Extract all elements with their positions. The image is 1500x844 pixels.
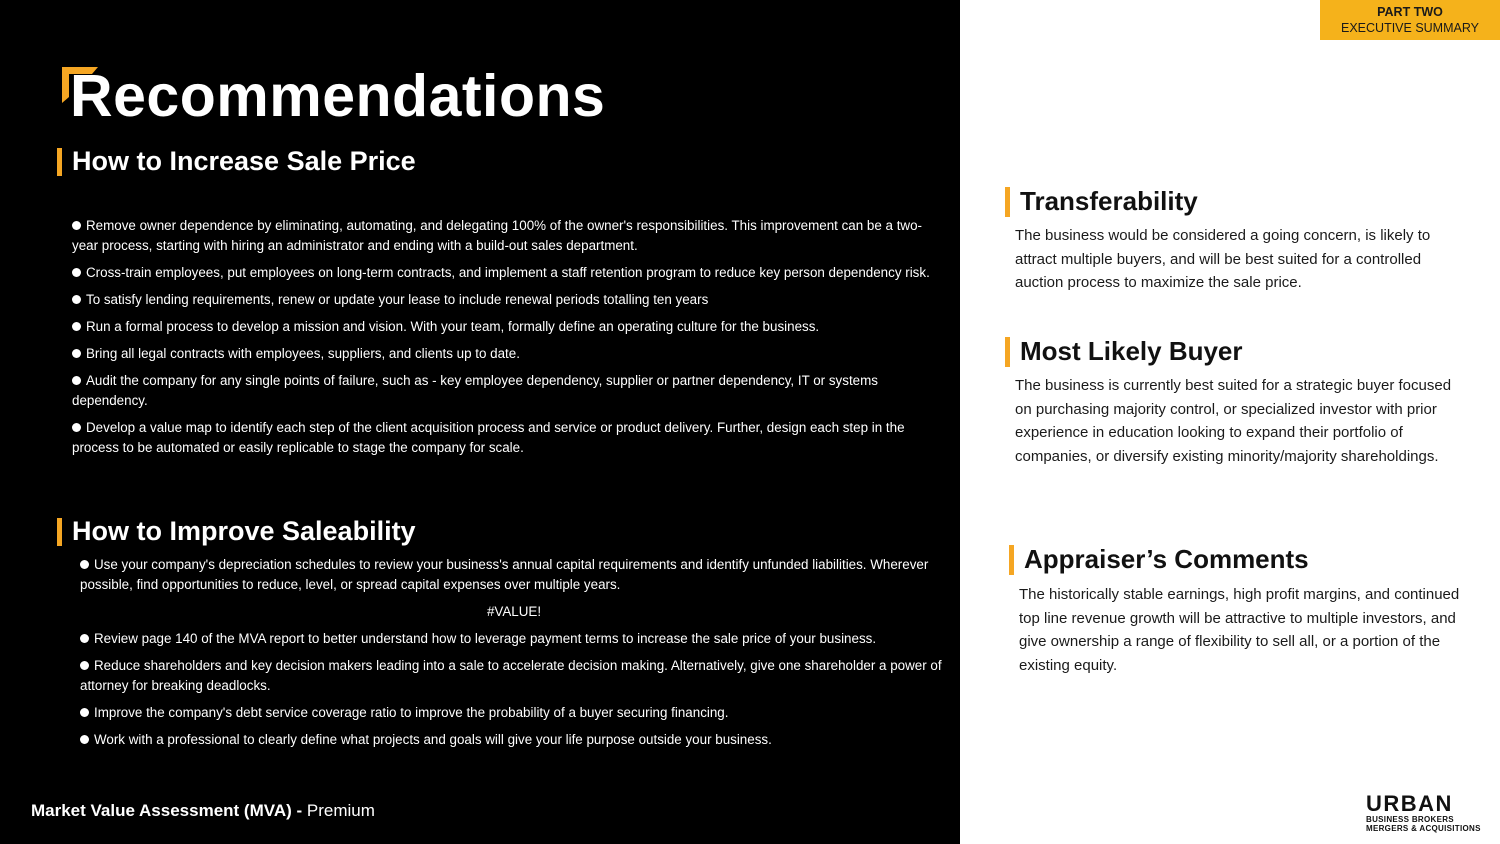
list-item: Audit the company for any single points of failure, such as - key employee dependency, supplier or partner dependency, IT or systems dependency.: [72, 373, 878, 408]
increase-sale-price-list: [72, 216, 940, 465]
bullet-icon: [80, 735, 89, 744]
increase-sale-price-title: How to Increase Sale Price: [72, 146, 416, 176]
most-likely-buyer-title: Most Likely Buyer: [1020, 336, 1243, 366]
increase-sale-price-heading: [57, 146, 416, 177]
most-likely-buyer-text: The business is currently best suited for a strategic buyer focused on purchasing majority control, or specialized investor with prior experience in education looking to expand their portfolio of companies, or diversify existing minority/majority shareholdings.: [1015, 377, 1452, 465]
bullet-icon: [72, 322, 81, 331]
transferability-title: Transferability: [1020, 186, 1198, 216]
bullet-icon: [80, 560, 89, 569]
section-badge: [1320, 0, 1500, 40]
improve-saleability-list: [80, 555, 948, 757]
list-item: Reduce shareholders and key decision makers leading into a sale to accelerate decision making. Alternatively, give one shareholder a power of attorney for breaking deadlocks.: [80, 658, 942, 693]
bullet-icon: [72, 221, 81, 230]
bullet-icon: [72, 268, 81, 277]
list-item: Bring all legal contracts with employees, suppliers, and clients up to date.: [72, 344, 940, 364]
improve-saleability-title: How to Improve Saleability: [72, 516, 416, 546]
improve-saleability-heading: [57, 516, 416, 547]
logo-line-2: MERGERS & ACQUISITIONS: [1366, 824, 1481, 833]
bullet-icon: [72, 295, 81, 304]
badge-part: PART TWO: [1377, 5, 1443, 19]
list-item: Remove owner dependence by eliminating, automating, and delegating 100% of the owner's responsibilities. This improvement can be a two-year process, starting with hiring an administrator and ending with a build-out sales department.: [72, 218, 922, 253]
heading-accent-bar: [57, 518, 62, 546]
bullet-icon: [80, 708, 89, 717]
bullet-icon: [72, 376, 81, 385]
logo-wordmark: URBAN: [1366, 791, 1453, 816]
badge-section: EXECUTIVE SUMMARY: [1341, 21, 1479, 35]
list-item: Improve the company's debt service coverage ratio to improve the probability of a buyer securing financing.: [80, 703, 948, 723]
heading-accent-bar: [1005, 187, 1010, 217]
heading-accent-bar: [1005, 337, 1010, 367]
footer-label: Market Value Assessment (MVA) - Premium: [31, 801, 375, 820]
error-value-item: #VALUE!: [486, 604, 542, 619]
appraiser-comments-text: The historically stable earnings, high profit margins, and continued top line revenue growth will be attractive to multiple investors, and give ownership a range of flexibility to sell all, or a portion of the existing equity.: [1019, 586, 1460, 674]
page-title: Recommendations: [70, 63, 606, 129]
heading-accent-bar: [1009, 545, 1014, 575]
urban-logo: [1366, 791, 1481, 833]
most-likely-buyer-heading: [1005, 336, 1243, 367]
list-item: Work with a professional to clearly define what projects and goals will give your life purpose outside your business.: [80, 730, 948, 750]
transferability-heading: [1005, 186, 1198, 217]
appraiser-comments-title: Appraiser’s Comments: [1024, 544, 1309, 574]
list-item: Use your company's depreciation schedules to review your business's annual capital requirements and identify unfunded liabilities. Wherever possible, find opportunities to reduce, level, or spread capital expenses over multiple years.: [80, 557, 929, 592]
list-item: To satisfy lending requirements, renew or update your lease to include renewal periods totalling ten years: [72, 290, 940, 310]
list-item: Cross-train employees, put employees on long-term contracts, and implement a staff retention program to reduce key person dependency risk.: [72, 263, 940, 283]
bullet-icon: [72, 349, 81, 358]
list-item: Develop a value map to identify each step of the client acquisition process and service or product delivery. Further, design each step in the process to be automated or easily replicable to stage the company for scale.: [72, 420, 905, 455]
bullet-icon: [80, 634, 89, 643]
bullet-icon: [80, 661, 89, 670]
appraiser-comments-heading: [1009, 544, 1309, 575]
transferability-text: The business would be considered a going concern, is likely to attract multiple buyers, and will be best suited for a controlled auction process to maximize the sale price.: [1015, 227, 1431, 291]
logo-line-1: BUSINESS BROKERS: [1366, 815, 1454, 824]
list-item: Review page 140 of the MVA report to better understand how to leverage payment terms to increase the sale price of your business.: [80, 629, 948, 649]
heading-accent-bar: [57, 148, 62, 176]
bullet-icon: [72, 423, 81, 432]
list-item: Run a formal process to develop a mission and vision. With your team, formally define an operating culture for the business.: [72, 317, 940, 337]
